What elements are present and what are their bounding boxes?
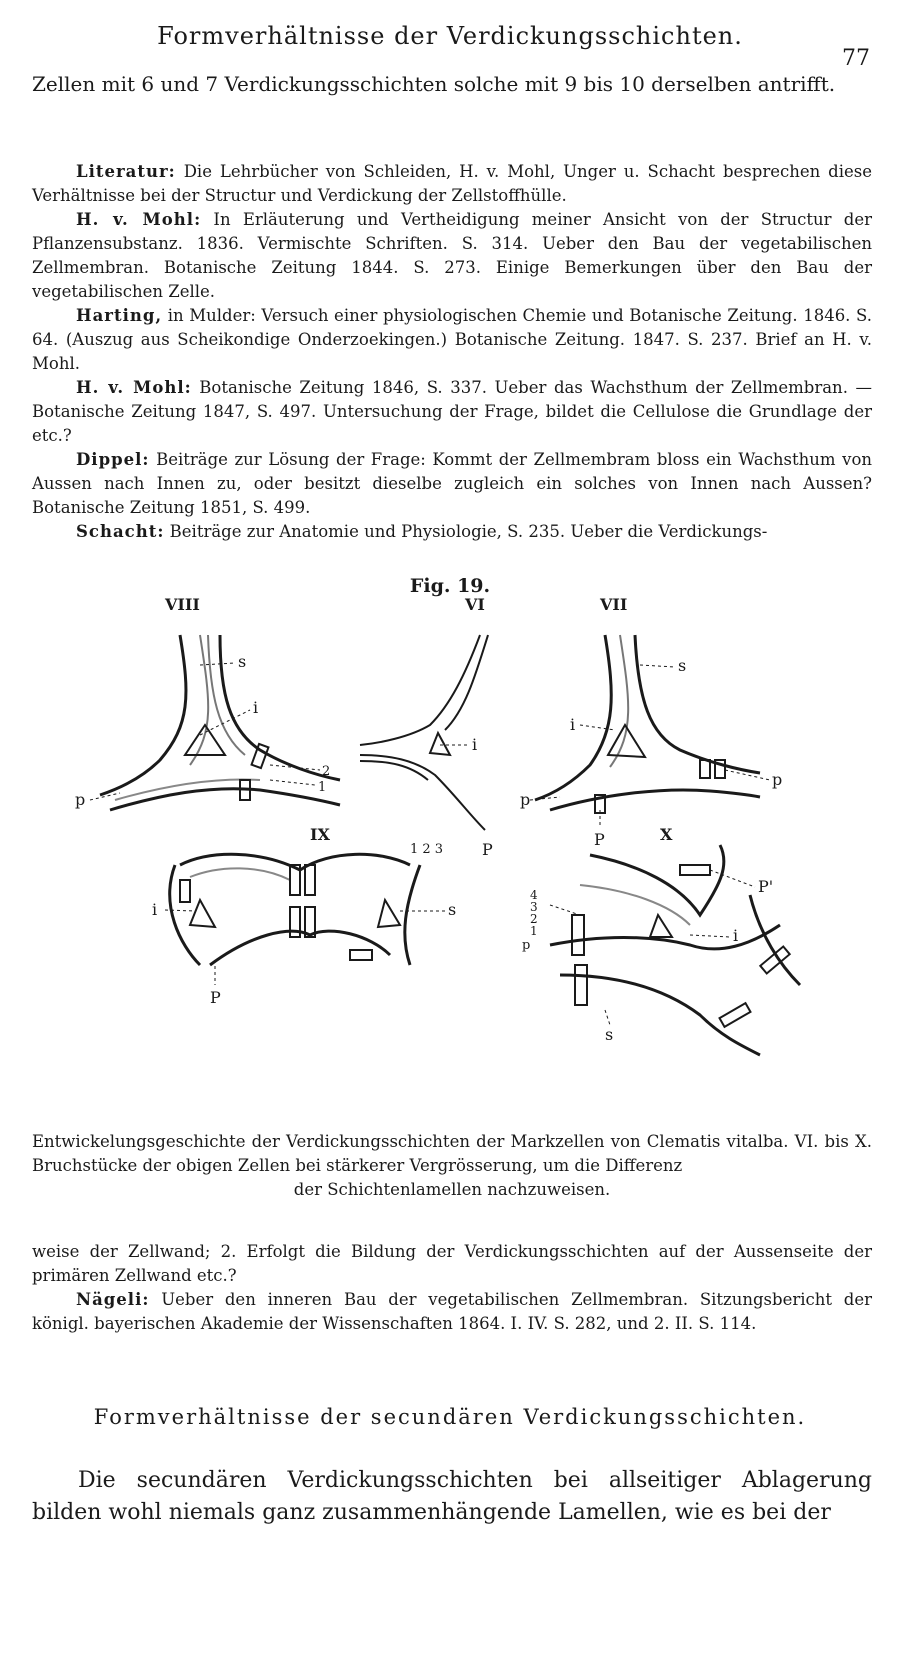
literature-entry: Harting, in Mulder: Versuch einer physiologischen Chemie und Botanische Zeitung. 1846. S. 64. (Auszug aus Scheikondige Onderzoekingen.) Botanische Zeitung. 1847. S. 237. Brief an H. v. Mohl. xyxy=(32,306,872,373)
literature-entry: H. v. Mohl: Botanische Zeitung 1846, S. 337. Ueber das Wachsthum der Zellmembran. — Botanische Zeitung 1847, S. 497. Untersuchung der Frage, bildet die Cellulose die Grundlage der etc.? xyxy=(32,378,872,445)
figure-label: P xyxy=(594,830,605,849)
figure-label: 1 2 3 xyxy=(410,842,444,857)
panel-ix-drawing xyxy=(170,854,420,965)
figure-label: 1 xyxy=(318,780,327,795)
intro-paragraph: Zellen mit 6 und 7 Verdickungsschichten solche mit 9 bis 10 derselben antrifft. xyxy=(32,72,836,96)
panel-label-ix: IX xyxy=(310,825,330,844)
figure-label: p xyxy=(772,770,783,789)
figure-caption: Entwickelungsgeschichte der Verdickungsschichten der Markzellen von Clematis vitalba. VI. bis X. Bruchstücke der obigen Zellen bei stärkerer Vergrösserung, um die Differenz der Schichtenlamellen nachzuweisen. xyxy=(32,1132,872,1199)
figure-label: s xyxy=(605,1025,614,1044)
figure-label: 3 xyxy=(530,900,538,914)
figure-label: i xyxy=(253,698,259,717)
panel-label-viii: VIII xyxy=(165,595,200,614)
literature-entry: Schacht: Beiträge zur Anatomie und Physiologie, S. 235. Ueber die Verdickungs- xyxy=(76,522,768,541)
figure-label: p xyxy=(75,790,86,809)
panel-viii-drawing xyxy=(100,635,340,810)
section-heading: Formverhältnisse der secundären Verdickungsschichten. xyxy=(93,1405,807,1429)
panel-label-vi: VI xyxy=(465,595,485,614)
figure-label: s xyxy=(448,900,457,919)
figure-label: 4 xyxy=(530,888,538,902)
panel-label-vii: VII xyxy=(600,595,628,614)
literature-entry: Literatur: Die Lehrbücher von Schleiden, H. v. Mohl, Unger u. Schacht besprechen diese Verhältnisse bei der Structur und Verdickung der Zellstoffhülle. xyxy=(32,162,872,205)
literature-entry: Dippel: Beiträge zur Lösung der Frage: Kommt der Zellmembram bloss ein Wachsthum von Aussen nach Innen zu, oder besitzt dieselbe zugleich ein solches von Innen nach Aussen? Botanische Zeitung 1851, S. 499. xyxy=(32,450,872,517)
figure-label: s xyxy=(238,652,247,671)
figure-label: 1 xyxy=(530,924,538,938)
panel-vi-drawing xyxy=(360,635,488,830)
running-title: Formverhältnisse der Verdickungsschichten. xyxy=(157,22,743,50)
figure-label: s xyxy=(678,656,687,675)
figure-label: i xyxy=(472,735,478,754)
figure-title: Fig. 19. xyxy=(409,575,491,597)
figure-label: P xyxy=(210,988,221,1007)
figure-label: i xyxy=(570,715,576,734)
figure-label: i xyxy=(733,926,739,945)
literature-entry: Nägeli: Ueber den inneren Bau der vegetabilischen Zellmembran. Sitzungsbericht der königl. bayerischen Akademie der Wissenschaften 1864. I. IV. S. 282, und 2. II. S. 114. xyxy=(32,1290,872,1333)
footnote-continuation xyxy=(32,1240,872,1336)
figure-label: 2 xyxy=(322,764,331,779)
continuation-text: weise der Zellwand; 2. Erfolgt die Bildung der Verdickungsschichten auf der Aussenseite der primären Zellwand etc.? xyxy=(32,1242,872,1285)
panel-vii-drawing xyxy=(535,635,760,813)
cell-wall-figure xyxy=(60,595,860,1115)
page-number: 77 xyxy=(842,46,870,71)
figure-label: P' xyxy=(758,877,774,896)
figure-label: i xyxy=(152,900,158,919)
literature-list xyxy=(32,160,872,544)
figure-label: p xyxy=(522,938,531,953)
figure-label: p xyxy=(520,790,531,809)
literature-entry: H. v. Mohl: In Erläuterung und Vertheidigung meiner Ansicht von der Structur der Pflanzensubstanz. 1836. Vermischte Schriften. S. 314. Ueber den Bau der vegetabilischen Zellmembran. Botanische Zeitung 1844. S. 273. Einige Bemerkungen über den Bau der vegetabilischen Zelle. xyxy=(32,210,873,301)
panel-label-x: X xyxy=(660,825,673,844)
body-paragraph: Die secundären Verdickungsschichten bei allseitiger Ablagerung bilden wohl niemals ganz zusammenhängende Lamellen, wie es bei der xyxy=(32,1468,872,1525)
figure-label: 2 xyxy=(530,912,538,926)
figure-label: P xyxy=(482,840,493,859)
